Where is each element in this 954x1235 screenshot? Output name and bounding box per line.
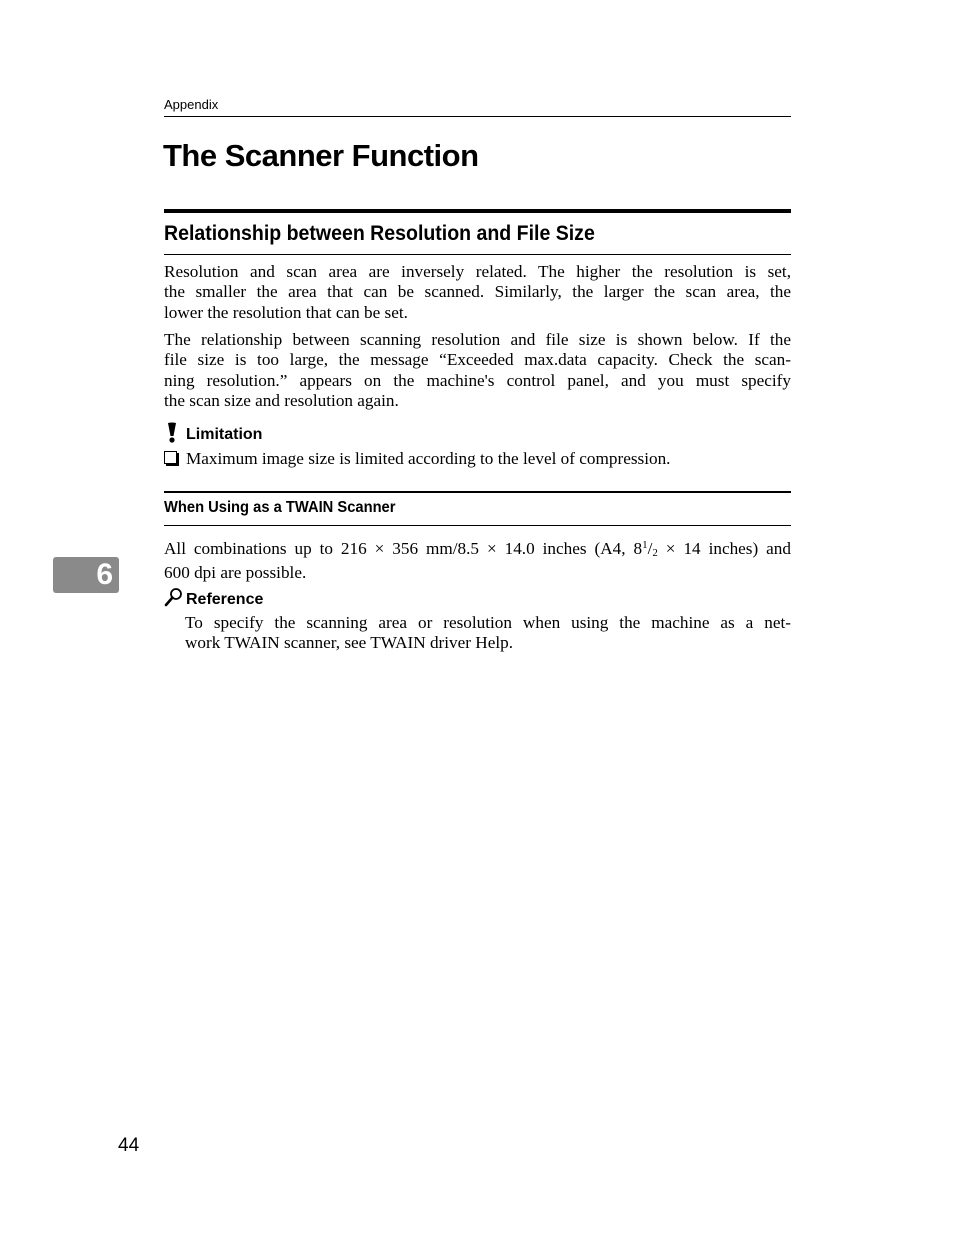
twain-paragraph	[164, 535, 791, 584]
exclamation-icon	[164, 422, 184, 444]
paragraph-line	[164, 535, 791, 563]
paragraph-line: the scan size and resolution again.	[164, 390, 399, 410]
paragraph-line: work TWAIN scanner, see TWAIN driver Help.	[185, 633, 513, 653]
reference-paragraph	[185, 613, 791, 654]
paragraph-line: Resolution and scan area are inversely related. The higher the resolution is set,	[164, 262, 791, 281]
limitation-item-text: Maximum image size is limited according to the level of compression.	[186, 449, 671, 468]
paragraph-line: the smaller the area that can be scanned. Similarly, the larger the scan area, the	[164, 282, 791, 302]
subsection-divider-bottom	[164, 525, 791, 526]
text-segment: × 14 inches) and	[657, 539, 791, 558]
paragraph-line: lower the resolution that can be set.	[164, 302, 408, 322]
list-item	[164, 449, 670, 469]
chapter-tab: 6	[53, 557, 119, 593]
paragraph-line: The relationship between scanning resolution and file size is shown below. If the	[164, 330, 791, 349]
page-number: 44	[118, 1135, 140, 1156]
section-divider-thick	[164, 209, 791, 213]
checkbox-bullet-icon	[164, 451, 177, 464]
text-segment: All combinations up to 216 × 356 mm/8.5 × 14.0 inches (A4, 8	[164, 539, 643, 558]
reference-heading	[164, 587, 263, 609]
magnifier-icon	[164, 587, 184, 609]
subsection-divider-top	[164, 491, 791, 493]
section-title: Relationship between Resolution and File Size	[164, 222, 595, 245]
paragraph-line: file size is too large, the message “Exceeded max.data capacity. Check the scan-	[164, 350, 791, 370]
running-header: Appendix	[164, 96, 791, 117]
reference-label: Reference	[186, 591, 264, 608]
fraction-slash: /	[647, 539, 653, 558]
paragraph-line: ning resolution.” appears on the machine's control panel, and you must specify	[164, 370, 791, 390]
section-divider-thin	[164, 254, 791, 255]
intro-paragraph	[164, 262, 791, 323]
relationship-paragraph	[164, 330, 791, 411]
limitation-heading	[164, 422, 262, 444]
fraction-numerator: 1	[642, 539, 648, 551]
chapter-title: The Scanner Function	[163, 138, 479, 173]
fraction-denominator: 2	[652, 547, 658, 559]
subsection-title: When Using as a TWAIN Scanner	[164, 499, 396, 516]
limitation-label: Limitation	[186, 426, 263, 443]
paragraph-line: To specify the scanning area or resolution when using the machine as a net-	[185, 613, 791, 632]
paragraph-line: 600 dpi are possible.	[164, 563, 307, 583]
